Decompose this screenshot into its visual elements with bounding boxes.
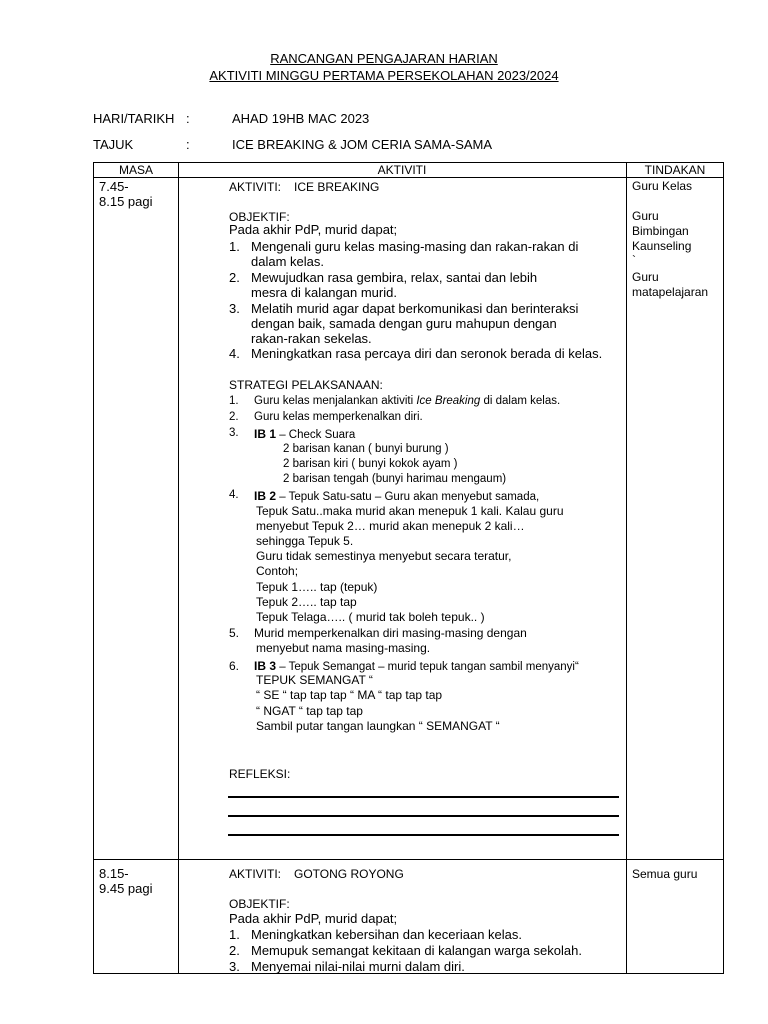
- row1-ib3-line: Sambil putar tangan laungkan “ SEMANGAT “: [256, 719, 500, 733]
- row1-masa-end: 8.15 pagi: [99, 194, 153, 209]
- col-masa: MASA: [118, 163, 153, 177]
- row1-strategi-label: STRATEGI PELAKSANAAN:: [229, 378, 383, 392]
- row2-obj-num: 3.: [229, 959, 240, 974]
- row1-strategi-3: IB 1 – Check Suara: [254, 427, 356, 441]
- col-aktiviti: AKTIVITI: [377, 163, 427, 177]
- row1-tindakan: matapelajaran: [632, 285, 709, 299]
- row1-aktiviti-name: ICE BREAKING: [294, 180, 380, 194]
- row1-ib2-line: Tepuk Satu..maka murid akan menepuk 1 kali. Kalau guru: [256, 504, 564, 518]
- row1-objektif-label: OBJEKTIF:: [229, 210, 290, 224]
- tajuk-label: TAJUK: [93, 137, 134, 152]
- row1-strategi-num: 4.: [229, 489, 239, 501]
- row1-tindakan: Guru: [632, 209, 659, 223]
- row1-strategi-5-cont: menyebut nama masing-masing.: [256, 641, 431, 655]
- doc-subtitle: AKTIVITI MINGGU PERTAMA PERSEKOLAHAN 2023/2024: [209, 68, 559, 83]
- row1-obj-num: 1.: [229, 239, 240, 254]
- row1-obj-line: dalam kelas.: [251, 254, 324, 269]
- row1-ib2-line: sehingga Tepuk 5.: [256, 534, 354, 548]
- row1-tindakan: Kaunseling: [632, 239, 692, 253]
- row1-strategi-2: Guru kelas memperkenalkan diri.: [254, 411, 423, 423]
- row2-obj-line: Menyemai nilai-nilai murni dalam diri.: [251, 959, 465, 974]
- row2-objektif-intro: Pada akhir PdP, murid dapat;: [229, 911, 398, 926]
- row1-obj-num: 4.: [229, 346, 240, 361]
- row1-strategi-1: Guru kelas menjalankan aktiviti Ice Breaking di dalam kelas.: [254, 395, 561, 407]
- col-tindakan: TINDAKAN: [644, 163, 706, 177]
- row2-obj-num: 2.: [229, 943, 240, 958]
- row1-tindakan: Guru Kelas: [632, 179, 693, 193]
- row1-aktiviti-label: AKTIVITI:: [229, 180, 282, 194]
- row2-masa-end: 9.45 pagi: [99, 881, 153, 896]
- row1-obj-line: dengan baik, samada dengan guru mahupun dengan: [251, 316, 557, 331]
- row1-strategi-5: Murid memperkenalkan diri masing-masing dengan: [254, 626, 527, 640]
- row1-strategi-4: IB 2 – Tepuk Satu-satu – Guru akan menyebut samada,: [254, 489, 540, 503]
- row1-refleksi-label: REFLEKSI:: [229, 767, 291, 781]
- row1-ib1-line: 2 barisan tengah (bunyi harimau mengaum): [283, 473, 507, 485]
- row1-ib1-line: 2 barisan kanan ( bunyi burung ): [283, 443, 449, 455]
- row1-strategi-num: 5.: [229, 626, 240, 640]
- row1-ib1-line: 2 barisan kiri ( bunyi kokok ayam ): [283, 458, 458, 470]
- row1-obj-line: Mewujudkan rasa gembira, relax, santai dan lebih: [251, 270, 538, 285]
- row2-objektif-label: OBJEKTIF:: [229, 897, 290, 911]
- refleksi-line: [228, 834, 619, 836]
- row1-objektif-intro: Pada akhir PdP, murid dapat;: [229, 222, 398, 237]
- row1-strategi-6: IB 3 – Tepuk Semangat – murid tepuk tangan sambil menyanyi“: [254, 659, 579, 673]
- row2-obj-line: Meningkatkan kebersihan dan keceriaan kelas.: [251, 927, 523, 942]
- row1-obj-num: 2.: [229, 270, 240, 285]
- row2-masa-start: 8.15-: [99, 866, 129, 881]
- row2-aktiviti-label: AKTIVITI:: [229, 867, 282, 881]
- row1-ib2-line: Tepuk 2….. tap tap: [256, 595, 357, 609]
- row1-strategi-num: 6.: [229, 659, 240, 673]
- row1-obj-line: mesra di kalangan murid.: [251, 285, 397, 300]
- row1-ib3-line: “ SE “ tap tap tap “ MA “ tap tap tap: [256, 688, 443, 702]
- row1-obj-line: Meningkatkan rasa percaya diri dan seronok berada di kelas.: [251, 346, 603, 361]
- doc-title: RANCANGAN PENGAJARAN HARIAN: [270, 51, 498, 66]
- row1-obj-num: 3.: [229, 301, 240, 316]
- row1-obj-line: Melatih murid agar dapat berkomunikasi dan berinteraksi: [251, 301, 579, 316]
- row1-obj-line: Mengenali guru kelas masing-masing dan rakan-rakan di: [251, 239, 579, 254]
- row1-ib2-line: Guru tidak semestinya menyebut secara teratur,: [256, 549, 512, 563]
- row1-strategi-num: 2.: [229, 411, 239, 423]
- row1-strategi-num: 1.: [229, 395, 239, 407]
- row2-aktiviti-name: GOTONG ROYONG: [294, 867, 404, 881]
- hari-colon: :: [186, 111, 190, 126]
- row1-masa-start: 7.45-: [99, 179, 129, 194]
- hari-label: HARI/TARIKH: [93, 111, 175, 126]
- row1-tindakan: Guru: [632, 270, 659, 284]
- row1-ib2-line: Contoh;: [256, 564, 299, 578]
- row1-ib2-line: menyebut Tepuk 2… murid akan menepuk 2 kali…: [256, 519, 525, 533]
- row2-obj-num: 1.: [229, 927, 240, 942]
- tajuk-colon: :: [186, 137, 190, 152]
- row1-tindakan: `: [632, 253, 636, 267]
- tajuk-value: ICE BREAKING & JOM CERIA SAMA-SAMA: [232, 137, 493, 152]
- row1-ib3-line: TEPUK SEMANGAT “: [256, 673, 373, 687]
- row2-tindakan: Semua guru: [632, 867, 698, 881]
- row1-strategi-num: 3.: [229, 427, 239, 439]
- row1-ib2-line: Tepuk Telaga….. ( murid tak boleh tepuk.. ): [256, 610, 485, 624]
- row1-ib2-line: Tepuk 1….. tap (tepuk): [256, 580, 378, 594]
- row2-obj-line: Memupuk semangat kekitaan di kalangan warga sekolah.: [251, 943, 582, 958]
- hari-value: AHAD 19HB MAC 2023: [232, 111, 370, 126]
- row1-tindakan: Bimbingan: [632, 224, 689, 238]
- row1-ib3-line: “ NGAT “ tap tap tap: [256, 704, 363, 718]
- refleksi-line: [228, 815, 619, 817]
- refleksi-line: [228, 796, 619, 798]
- row1-obj-line: rakan-rakan sekelas.: [251, 331, 372, 346]
